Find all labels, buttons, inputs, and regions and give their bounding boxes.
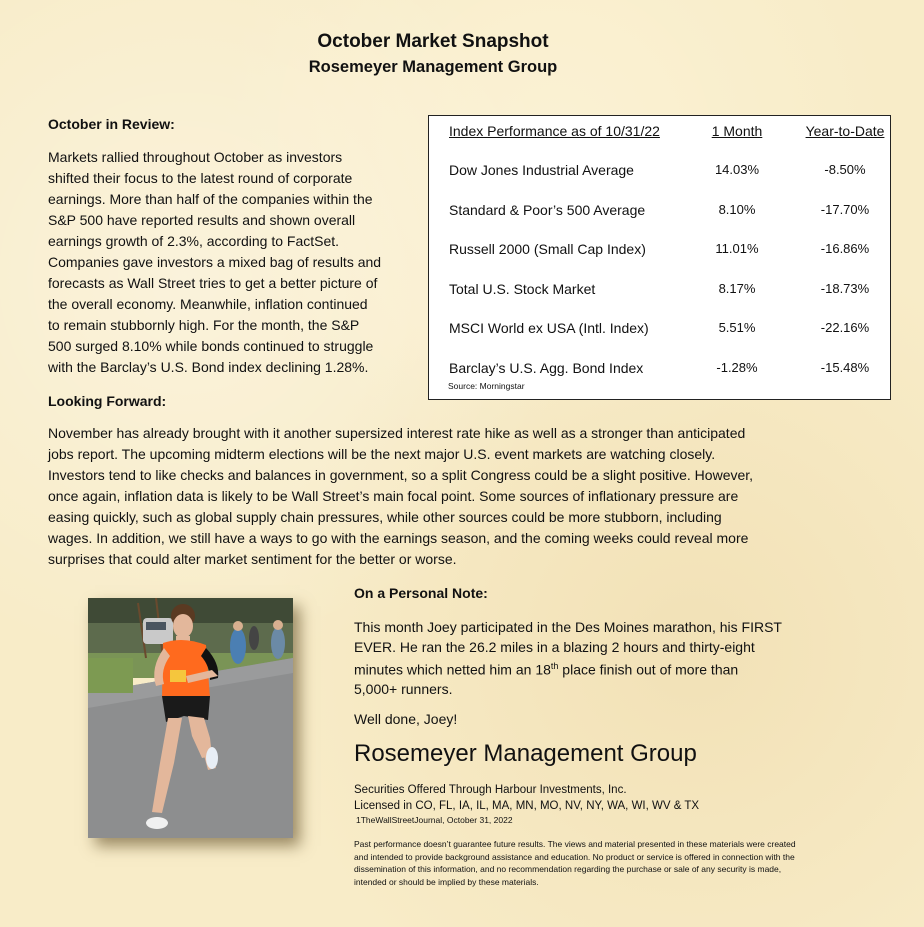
forward-line: November has already brought with it another supersized interest rate hike as well as a stronger than anticipated [48, 425, 746, 441]
licensed-states: Licensed in CO, FL, IA, IL, MA, MN, MO, NV, NY, WA, WI, WV & TX [354, 800, 700, 812]
personal-line-start: minutes which netted him an 18 [354, 661, 551, 678]
disclaimer [354, 838, 824, 888]
personal-line [354, 657, 824, 680]
table-header-month: 1 Month [711, 123, 763, 139]
month-return: 5.51% [718, 320, 756, 335]
ytd-return: -22.16% [820, 320, 870, 335]
index-name: MSCI World ex USA (Intl. Index) [449, 320, 649, 336]
forward-line: easing quickly, such as global supply chain pressures, while other sources could be more stubborn, including [48, 509, 722, 525]
month-return: 14.03% [714, 162, 760, 177]
table-row [429, 281, 890, 301]
company-name: Rosemeyer Management Group [354, 740, 697, 767]
forward-line: once again, inflation data is likely to be Wall Street’s main focal point. Some sources of inflationary pressure are [48, 488, 739, 504]
securities-note: Securities Offered Through Harbour Investments, Inc. [354, 784, 627, 796]
personal-line: This month Joey participated in the Des Moines marathon, his FIRST [354, 619, 782, 635]
table-row [429, 360, 890, 380]
personal-line-end: place finish out of more than [558, 661, 739, 678]
table-source-note: Source: Morningstar [448, 381, 525, 391]
index-name: Russell 2000 (Small Cap Index) [449, 241, 646, 257]
personal-line: EVER. He ran the 26.2 miles in a blazing 2 hours and thirty-eight [354, 638, 755, 655]
table-header-ytd: Year-to-Date [805, 123, 885, 139]
review-line: forecasts as Wall Street tries to get a better picture of [48, 275, 378, 291]
index-name: Total U.S. Stock Market [449, 281, 596, 297]
review-line: the overall economy. Meanwhile, inflation continued [48, 296, 368, 312]
disclaimer-line: and intended to provide background assistance and education. No product or service is offered in connection with the [354, 851, 795, 862]
closing-line: Well done, Joey! [354, 711, 458, 727]
review-line: Companies gave investors a mixed bag of results and [48, 254, 382, 270]
ordinal-suffix: th [550, 661, 559, 671]
disclaimer-line: intended or should be implied by these materials. [354, 876, 539, 887]
ytd-return: -8.50% [824, 162, 866, 177]
personal-paragraph [354, 618, 824, 700]
ytd-return: -16.86% [820, 241, 870, 256]
review-line: S&P 500 have reported results and shown overall [48, 212, 356, 228]
disclaimer-line: Past performance doesn’t guarantee future results. The views and material presented in these materials were created [354, 839, 796, 849]
ytd-return: -17.70% [820, 202, 870, 217]
table-row [429, 202, 890, 222]
ytd-return: -15.48% [820, 360, 870, 375]
forward-line: wages. In addition, we still have a ways to go with the earnings season, and the coming weeks could reveal more [48, 530, 749, 546]
review-heading: October in Review: [48, 116, 175, 132]
review-line: 500 surged 8.10% while bonds continued to struggle [48, 338, 374, 354]
review-line: to remain stubbornly high. For the month, the S&P [48, 317, 360, 333]
review-line: earnings growth of 2.3%, according to FactSet. [48, 233, 340, 249]
ytd-return: -18.73% [820, 281, 870, 296]
month-return: -1.28% [716, 360, 758, 375]
table-row [429, 162, 890, 182]
disclaimer-line: dissemination of this information, and no recommendation regarding the purchase or sale of any security is made, [354, 864, 782, 875]
forward-line: Investors tend to like checks and balances in government, so a split Congress could be a slight positive. However, [48, 467, 754, 483]
review-line: with the Barclay’s U.S. Bond index declining 1.28%. [48, 359, 369, 375]
index-name: Standard & Poor’s 500 Average [449, 202, 646, 218]
personal-line: 5,000+ runners. [354, 681, 453, 698]
table-header-index: Index Performance as of 10/31/22 [449, 123, 660, 139]
month-return: 11.01% [715, 241, 759, 256]
index-name: Barclay’s U.S. Agg. Bond Index [449, 360, 644, 376]
table-row [429, 320, 890, 340]
runner-illustration [88, 598, 293, 838]
forward-paragraph [48, 423, 848, 570]
review-line: earnings. More than half of the companies within the [48, 191, 373, 207]
index-name: Dow Jones Industrial Average [449, 162, 634, 178]
month-return: 8.10% [718, 202, 756, 217]
forward-line: jobs report. The upcoming midterm elections will be the next major U.S. event markets are watching closely. [48, 446, 716, 462]
page-subtitle: Rosemeyer Management Group [308, 58, 558, 76]
table-row [429, 241, 890, 261]
page-title: October Market Snapshot [317, 31, 549, 52]
review-line: Markets rallied throughout October as investors [48, 149, 343, 165]
marathon-runner-photo [88, 598, 293, 838]
forward-line: surprises that could alter market sentiment for the better or worse. [48, 551, 457, 567]
citation: 1TheWallStreetJournal, October 31, 2022 [356, 815, 513, 825]
index-performance-table [428, 115, 891, 400]
month-return: 8.17% [718, 281, 756, 296]
review-paragraph [48, 147, 418, 378]
forward-heading: Looking Forward: [48, 393, 167, 409]
personal-heading: On a Personal Note: [354, 585, 488, 601]
review-line: shifted their focus to the latest round of corporate [48, 170, 353, 186]
